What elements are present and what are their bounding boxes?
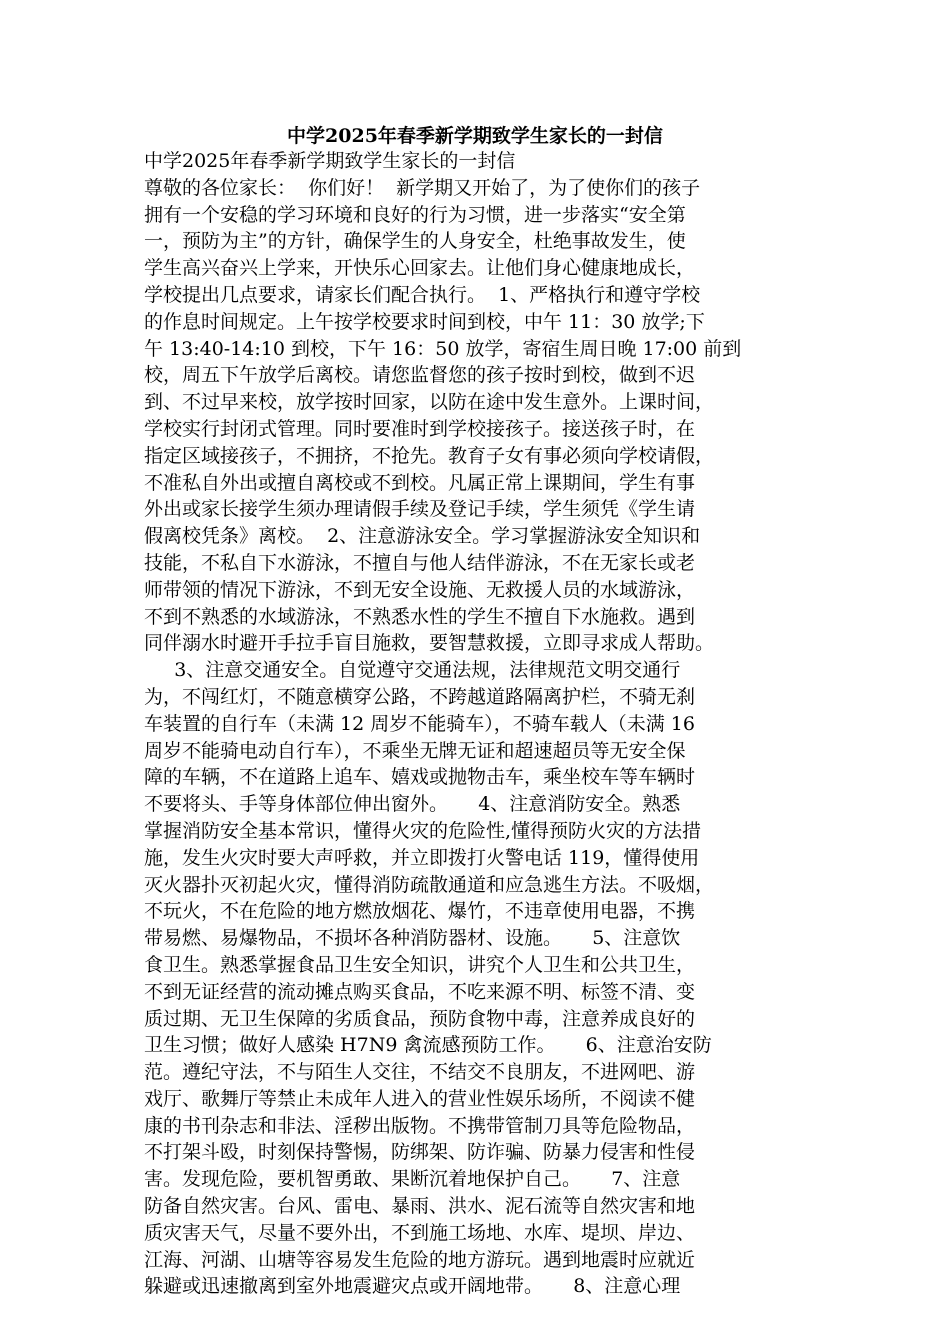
body-line: 范。遵纪守法，不与陌生人交往，不结交不良朋友，不进网吧、游 [144,1061,696,1084]
body-line: 害。发现危险，要机智勇敢、果断沉着地保护自己。 7、注意 [144,1168,681,1191]
body-line: 质灾害天气，尽量不要外出，不到施工场地、水库、堤坝、岸边、 [144,1221,696,1244]
body-line: 施，发生火灾时要大声呼救，并立即拨打火警电话 119，懂得使用 [144,846,700,869]
body-line: 车装置的自行车（未满 12 周岁不能骑车），不骑车载人（未满 16 [144,712,695,735]
body-line: 的作息时间规定。上午按学校要求时间到校，中午 11：30 放学;下 [144,310,705,333]
body-line: 躲避或迅速撤离到室外地震避灾点或开阔地带。 8、注意心理 [144,1275,681,1298]
body-line: 3、注意交通安全。自觉遵守交通法规，法律规范文明交通行 [144,659,681,682]
body-line: 带易燃、易爆物品，不损坏各种消防器材、设施。 5、注意饮 [144,927,681,950]
body-line: 学校实行封闭式管理。同时要准时到学校接孩子。接送孩子时，在 [144,417,696,440]
body-line: 不到不熟悉的水域游泳，不熟悉水性的学生不擅自下水施救。遇到 [144,605,696,628]
body-line: 为，不闯红灯，不随意横穿公路，不跨越道路隔离护栏，不骑无刹 [144,685,696,708]
body-line: 午 13:40-14:10 到校，下午 16：50 放学，寄宿生周日晚 17:00 前到 [144,337,742,360]
body-line: 技能，不私自下水游泳，不擅自与他人结伴游泳，不在无家长或老 [144,551,696,574]
body-line: 学生高兴奋兴上学来，开快乐心回家去。让他们身心健康地成长， [144,257,696,280]
body-line: 外出或家长接学生须办理请假手续及登记手续，学生须凭《学生请 [144,498,696,521]
document-body [144,148,806,1300]
body-line: 江海、河湖、山塘等容易发生危险的地方游玩。遇到地震时应就近 [144,1248,696,1271]
body-line: 不要将头、手等身体部位伸出窗外。 4、注意消防安全。熟悉 [144,793,681,816]
body-line: 拥有一个安稳的学习环境和良好的行为习惯，进一步落实“安全第 [144,203,686,226]
body-line: 质过期、无卫生保障的劣质食品，预防食物中毒，注意养成良好的 [144,1007,696,1030]
body-line: 学校提出几点要求，请家长们配合执行。 1、严格执行和遵守学校 [144,283,701,306]
body-line: 障的车辆，不在道路上追车、嬉戏或抛物击车，乘坐校车等车辆时 [144,766,696,789]
body-line: 卫生习惯；做好人感染 H7N9 禽流感预防工作。 6、注意治安防 [144,1034,712,1057]
body-line: 周岁不能骑电动自行车），不乘坐无牌无证和超速超员等无安全保 [144,739,686,762]
body-line: 不到无证经营的流动摊点购买食品，不吃来源不明、标签不清、变 [144,980,696,1003]
body-line: 尊敬的各位家长： 你们好！ 新学期又开始了，为了使你们的孩子 [144,176,701,199]
body-line: 不打架斗殴，时刻保持警惕，防绑架、防诈骗、防暴力侵害和性侵 [144,1141,696,1164]
body-line: 不准私自外出或擅自离校或不到校。凡属正常上课期间，学生有事 [144,471,696,494]
body-line: 康的书刊杂志和非法、淫秽出版物。不携带管制刀具等危险物品， [144,1114,696,1137]
body-line: 灭火器扑灭初起火灾，懂得消防疏散通道和应急逃生方法。不吸烟， [144,873,715,896]
body-line: 中学2025年春季新学期致学生家长的一封信 [144,150,516,172]
document-title: 中学2025年春季新学期致学生家长的一封信 [287,125,663,147]
body-line: 到、不过早来校，放学按时回家，以防在途中发生意外。上课时间， [144,391,715,414]
body-line: 掌握消防安全基本常识，懂得火灾的危险性,懂得预防火灾的方法措 [144,819,702,842]
body-line: 一，预防为主”的方针，确保学生的人身安全，杜绝事故发生，使 [144,230,686,253]
body-line: 食卫生。熟悉掌握食品卫生安全知识，讲究个人卫生和公共卫生， [144,953,696,976]
body-line: 校，周五下午放学后离校。请您监督您的孩子按时到校，做到不迟 [144,364,696,387]
body-line: 防备自然灾害。台风、雷电、暴雨、洪水、泥石流等自然灾害和地 [144,1195,696,1218]
body-line: 指定区域接孩子，不拥挤，不抢先。教育子女有事必须向学校请假， [144,444,715,467]
body-line: 同伴溺水时避开手拉手盲目施救，要智慧救援，立即寻求成人帮助。 [144,632,715,655]
body-line: 师带领的情况下游泳，不到无安全设施、无救援人员的水域游泳， [144,578,696,601]
body-line: 不玩火，不在危险的地方燃放烟花、爆竹，不违章使用电器，不携 [144,900,696,923]
body-line: 假离校凭条》离校。 2、注意游泳安全。学习掌握游泳安全知识和 [144,525,701,548]
body-line: 戏厅、歌舞厅等禁止未成年人进入的营业性娱乐场所，不阅读不健 [144,1087,696,1110]
